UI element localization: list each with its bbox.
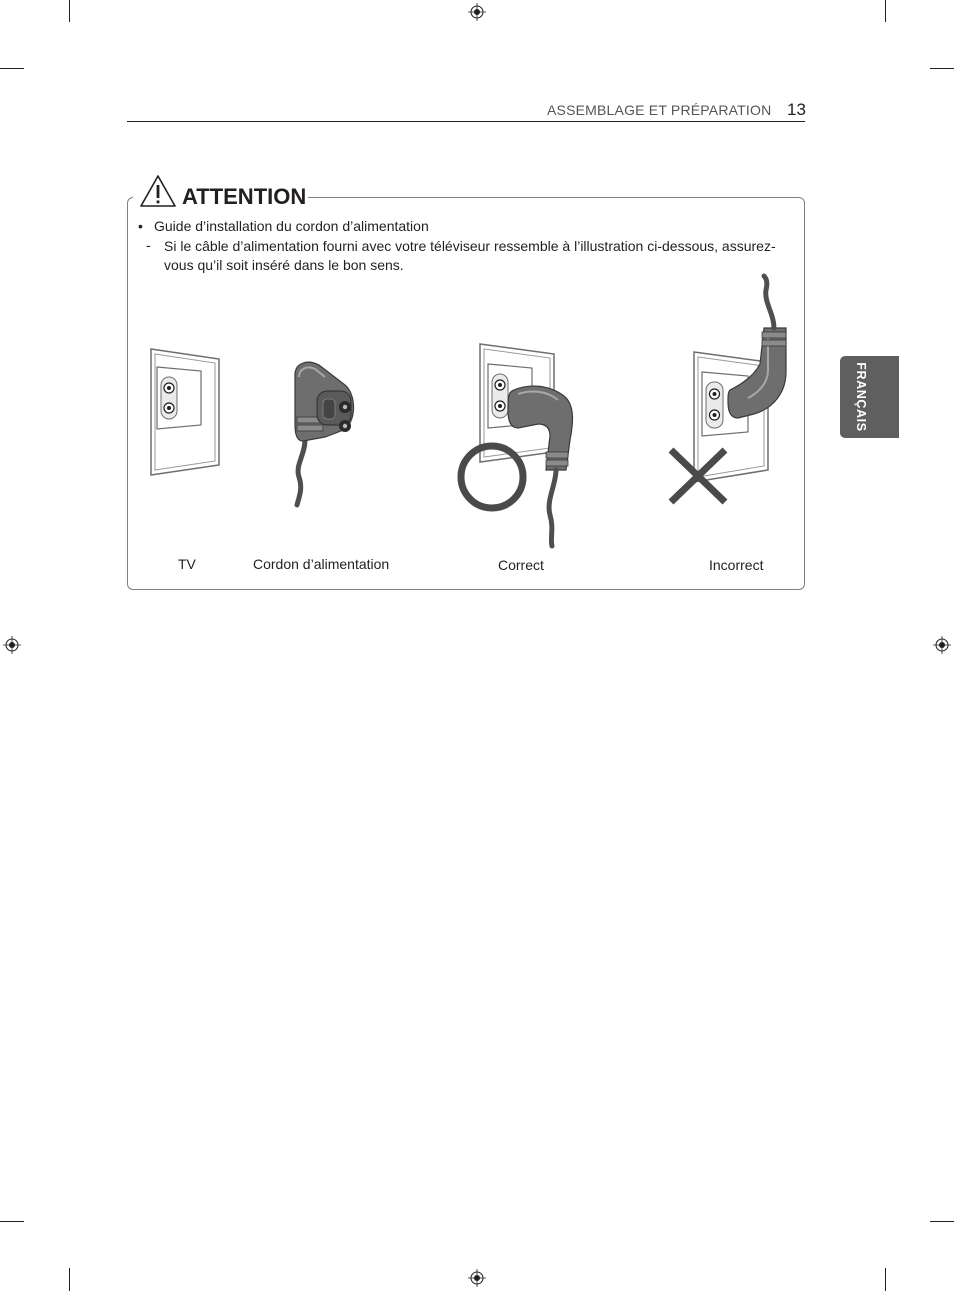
registration-mark-icon [468, 3, 486, 21]
page-number: 13 [787, 100, 806, 119]
crop-mark [0, 68, 24, 69]
header-divider [127, 121, 805, 122]
crop-mark [885, 0, 886, 22]
registration-mark-icon [933, 636, 951, 654]
correct-circle-icon [455, 440, 529, 514]
crop-mark [69, 1268, 70, 1291]
crop-mark [69, 0, 70, 22]
sub-item-text: Si le câble d’alimentation fourni avec votre téléviseur ressemble à l’illustration ci-dessous, assurez-vous qu’il soit inséré dans le bon sens. [164, 238, 776, 273]
crop-mark [930, 68, 954, 69]
crop-mark [930, 1221, 954, 1222]
language-tab-label: FRANÇAIS [854, 362, 868, 432]
section-title: ASSEMBLAGE ET PRÉPARATION [547, 102, 772, 118]
crop-mark [885, 1268, 886, 1291]
registration-mark-icon [3, 636, 21, 654]
caption-incorrect: Incorrect [709, 557, 764, 573]
bullet-icon: • [138, 218, 143, 234]
caption-correct: Correct [498, 557, 544, 573]
warning-triangle-icon [139, 174, 177, 208]
tv-socket-icon [145, 345, 227, 480]
power-cord-icon [285, 355, 365, 510]
language-tab [840, 356, 899, 438]
incorrect-cross-icon [665, 446, 731, 506]
bullet-text: Guide d’installation du cordon d’alimentation [154, 218, 429, 234]
caption-cord: Cordon d’alimentation [253, 556, 390, 572]
dash-marker: - [146, 237, 151, 253]
crop-mark [0, 1221, 24, 1222]
attention-title: ATTENTION [182, 184, 307, 209]
caption-tv: TV [178, 556, 196, 572]
registration-mark-icon [468, 1269, 486, 1287]
